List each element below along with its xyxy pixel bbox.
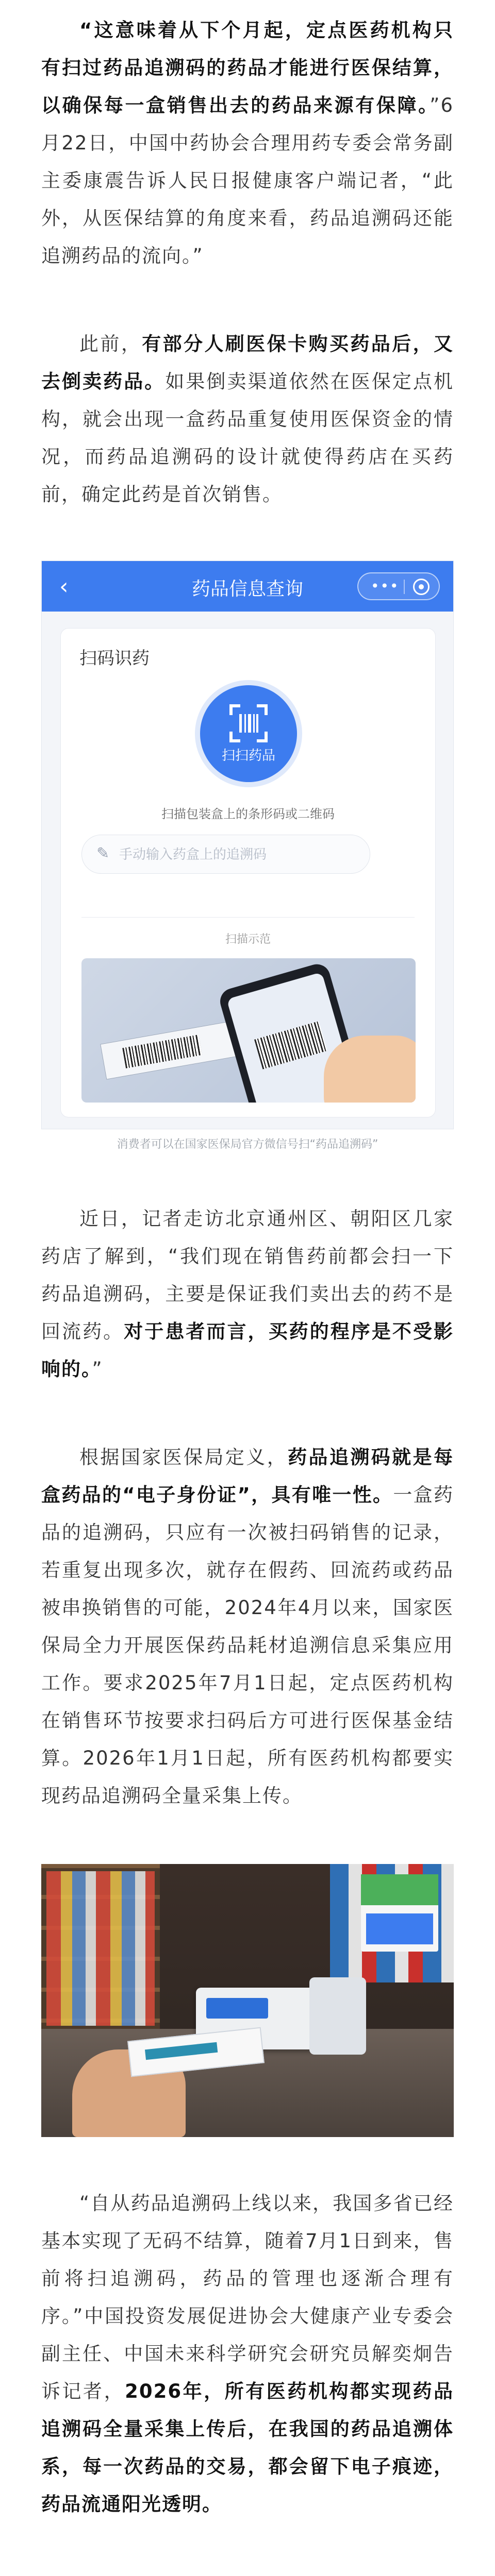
body-text: 根据国家医保局定义， [79, 1446, 288, 1468]
paragraph-3 [41, 1200, 454, 1388]
figure-pharmacy-photo [41, 1864, 454, 2137]
figure-caption: 消费者可以在国家医保局官方微信号扫“药品追溯码” [117, 1138, 378, 1151]
capsule-divider [404, 580, 405, 594]
body-text: 如果倒卖渠道依然在医保定点机构，就会出现一盒药品重复使用医保资金的情况，而药品追溯码的设计就使得药店在买药前，确定此药是首次销售。 [41, 370, 454, 505]
barcode-scanner [309, 1977, 366, 2055]
miniprogram-capsule[interactable] [357, 572, 440, 600]
poster-band-blue [366, 1913, 433, 1944]
demo-label: 扫描示范 [225, 933, 271, 946]
body-text: 一盒药品的追溯码，只应有一次被扫码销售的记录，若重复出现多次，就存在假药、回流药或药品被串换销售的可能，2024年4月以来，国家医保局全力开展医保药品耗材追溯信息采集应用工作。要求2025年7月1日起，定点医药机构在销售环节按要求扫码后方可进行医保基金结算。2026年1月1日起，所有医药机构都要实现药品追溯码全量采集上传。 [41, 1484, 454, 1807]
scan-button-label: 扫扫药品 [221, 748, 275, 764]
emphasis-text: “这意味着从下个月起，定点医药机构只有扫过药品追溯码的药品才能进行医保结算，以确保每一盒销售出去的药品来源有保障。 [41, 19, 454, 116]
figure-app-screenshot [41, 561, 454, 1151]
pharmacy-counter-photo [41, 1864, 454, 2137]
scan-hint: 扫描包装盒上的条形码或二维码 [161, 807, 335, 821]
shelf-boxes [46, 1871, 155, 2026]
paragraph-1 [41, 0, 454, 275]
scan-button[interactable] [200, 685, 297, 782]
medicine-box-stripe [145, 2042, 218, 2060]
pencil-icon: ✎ [96, 844, 110, 862]
body-text: ” [92, 1358, 103, 1380]
chevron-left-icon[interactable]: ‹ [59, 573, 69, 600]
manual-code-field[interactable] [81, 835, 370, 874]
paragraph-2 [41, 325, 454, 513]
poster-band-green [361, 1874, 438, 1905]
register-display [206, 1998, 268, 2019]
barcode-icon [122, 1035, 202, 1068]
phone-screen [41, 561, 454, 1129]
medicine-shelf-left [41, 1864, 160, 2034]
divider [81, 917, 415, 918]
close-target-icon[interactable] [413, 579, 430, 595]
scan-icon [228, 703, 269, 744]
trace-code-input[interactable] [119, 844, 356, 865]
poster [361, 1874, 438, 1952]
app-header [42, 561, 453, 612]
card-title: 扫码识药 [79, 648, 150, 669]
paragraph-4 [41, 1438, 454, 1815]
emphasis-text: 有部分人刷医保卡购买药品后，又去倒卖药品。 [41, 333, 454, 393]
more-icon[interactable]: ••• [371, 578, 400, 595]
emphasis-text: 药品追溯码就是每盒药品的“电子身份证”，具有唯一性。 [41, 1446, 454, 1506]
app-title: 药品信息查询 [191, 579, 303, 600]
barcode-icon [254, 1021, 327, 1070]
paragraph-6 [41, 2573, 454, 2576]
body-text: “自从药品追溯码上线以来，我国多省已经基本实现了无码不结算，随着7月1日到来，售前将扫追溯码，药品的管理也逐渐合理有序。”中国投资发展促进协会大健康产业专委会副主任、中国未来科学研究会研究员解奕炯告诉记者， [41, 2192, 454, 2402]
hand-illustration [324, 1036, 416, 1103]
body-text: 此前， [79, 333, 142, 355]
scan-card [60, 628, 436, 1117]
emphasis-text: 对于患者而言，买药的程序是不受影响的。 [41, 1320, 454, 1380]
emphasis-text: 2026年，所有医药机构都实现药品追溯码全量采集上传后，在我国的药品追溯体系，每一次药品的交易，都会留下电子痕迹，药品流通阳光透明。 [41, 2380, 454, 2515]
body-text: 近日，记者走访北京通州区、朝阳区几家药店了解到，“我们现在销售药前都会扫一下药品追溯码，主要是保证我们卖出去的药不是回流药。 [41, 1208, 454, 1343]
scan-demo-illustration [81, 958, 416, 1103]
body-text: ”6月22日，中国中药协会合理用药专委会常务副主委康震告诉人民日报健康客户端记者，“此外，从医保结算的角度来看，药品追溯码还能追溯药品的流向。” [41, 94, 454, 267]
paragraph-5 [41, 2184, 454, 2523]
